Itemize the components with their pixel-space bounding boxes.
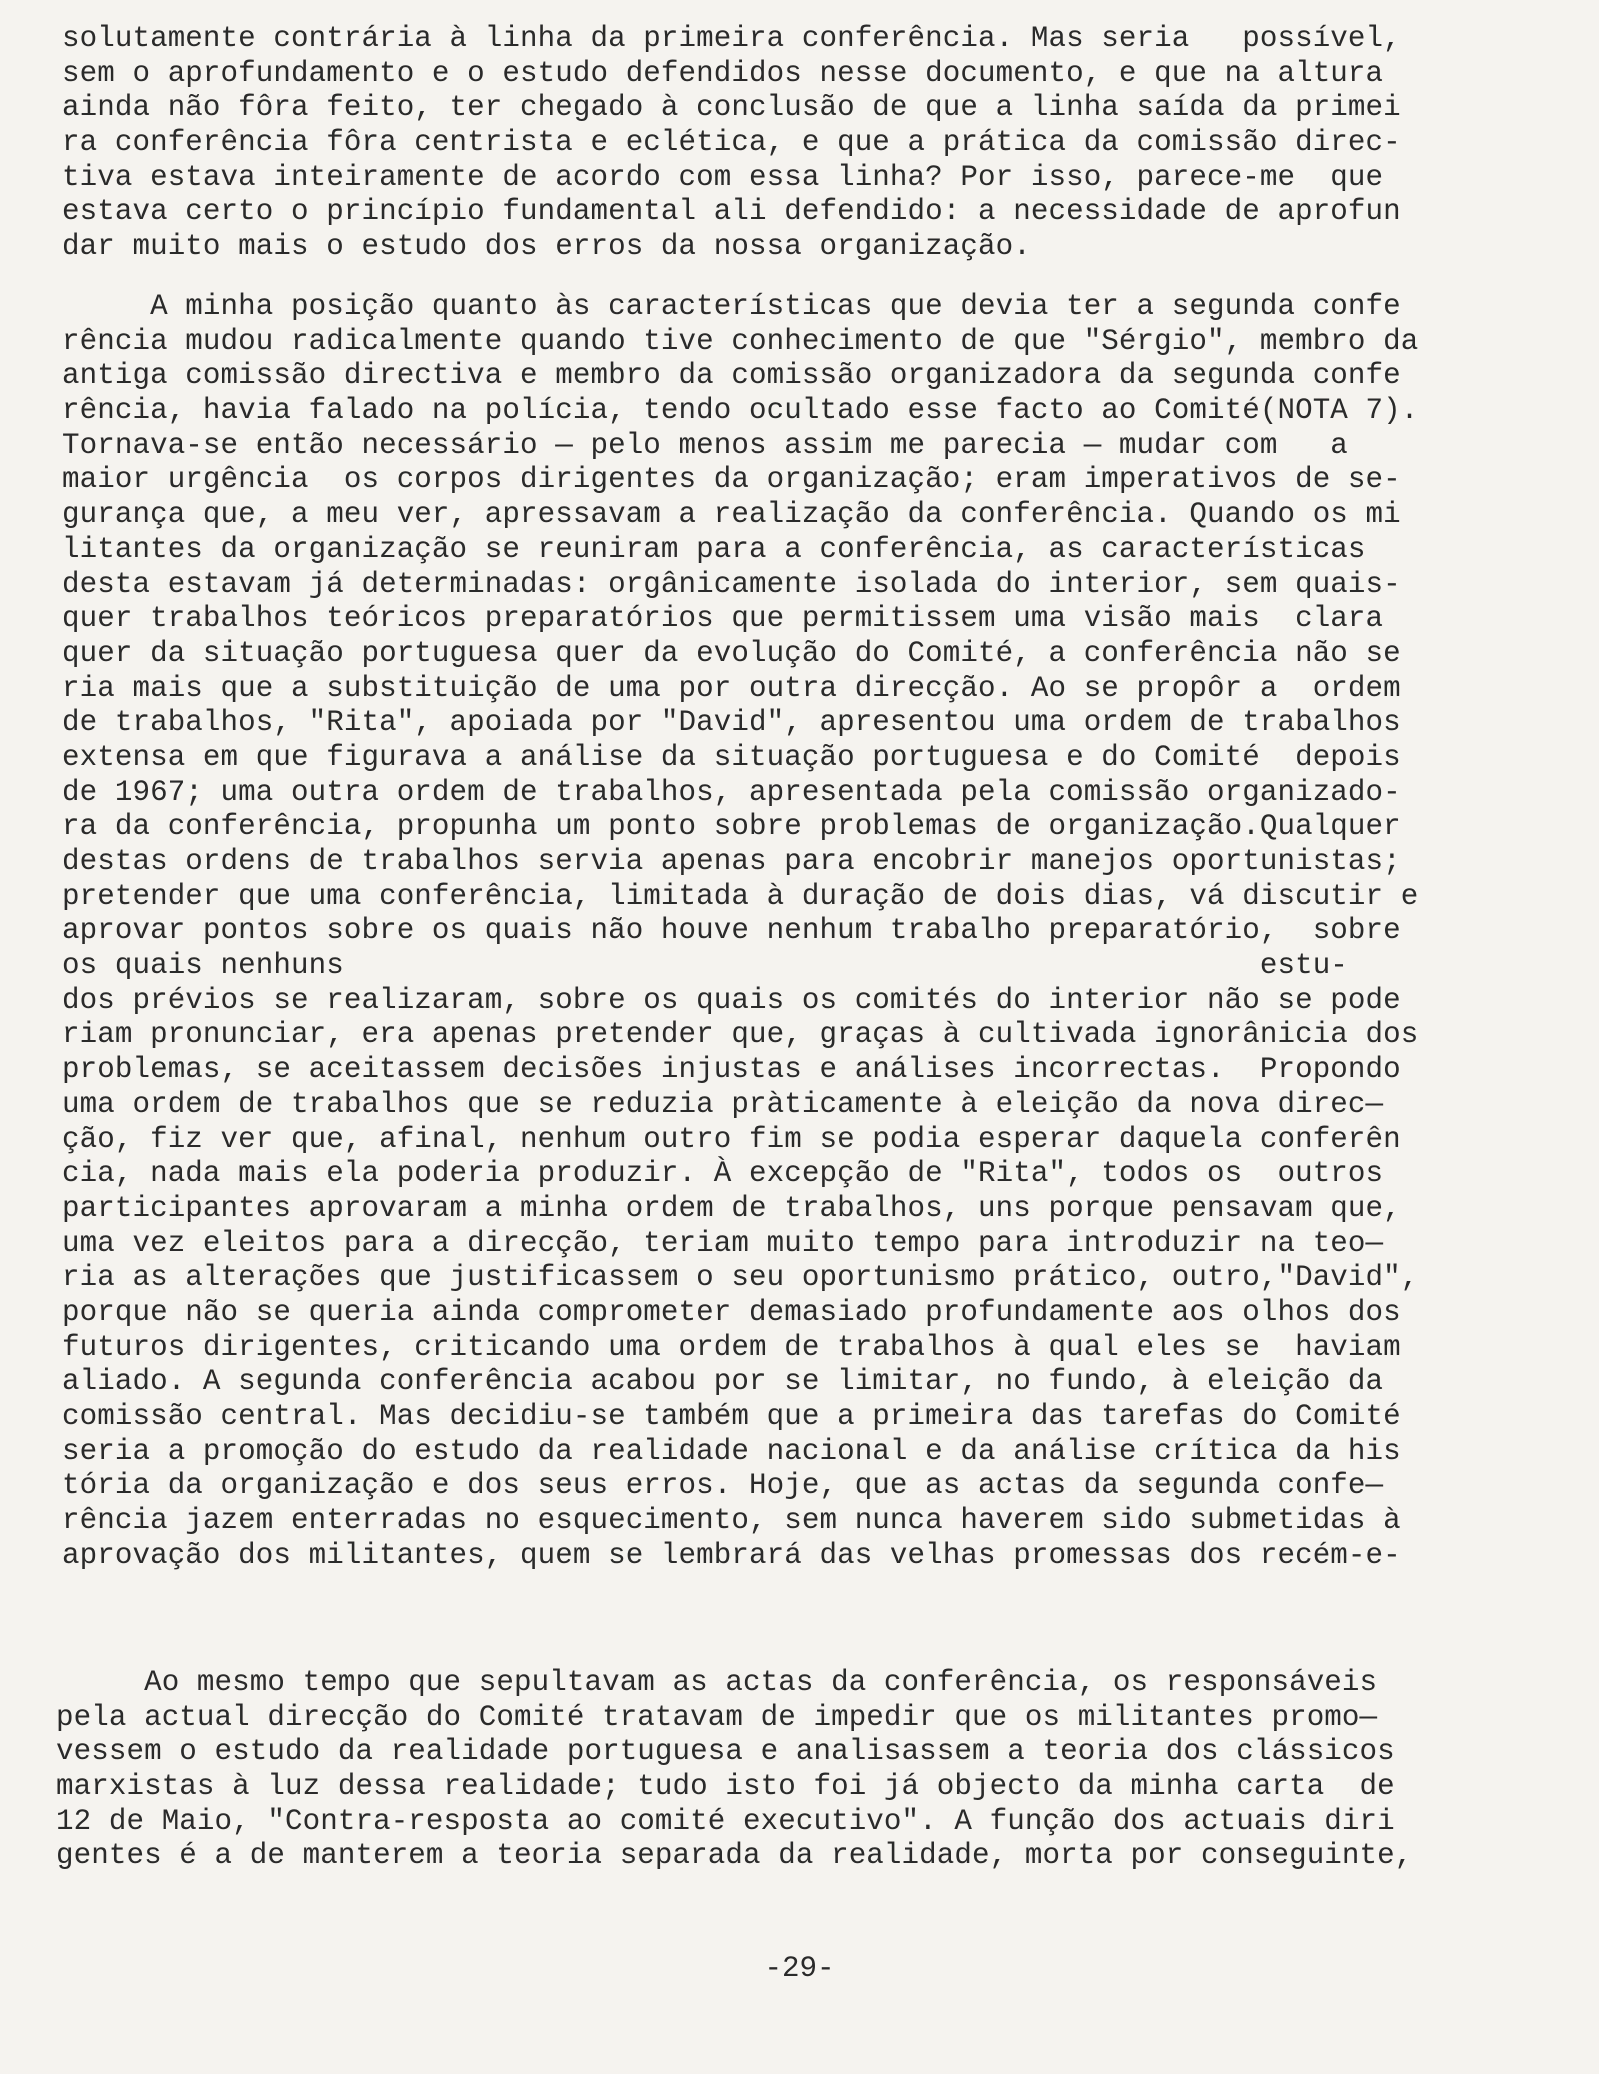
text-line: aprovar pontos sobre os quais não houve nenhum trabalho preparatório, sobre — [62, 914, 1401, 948]
page-number: -29- — [764, 1952, 835, 1985]
text-line: ria as alterações que justificassem o seu oportunismo prático, outro,"David", — [62, 1261, 1419, 1295]
text-line: solutamente contrária à linha da primeira conferência. Mas seria possível, — [62, 22, 1401, 55]
paragraph-2 — [62, 290, 1562, 1573]
text-line: gentes é a de manterem a teoria separada da realidade, morta por conseguinte, — [56, 1839, 1413, 1873]
text-line: tiva estava inteiramente de acordo com essa linha? Por isso, parece-me que — [62, 160, 1384, 194]
text-line: participantes aprovaram a minha ordem de trabalhos, uns porque pensavam que, — [62, 1191, 1401, 1225]
text-line: vessem o estudo da realidade portuguesa e analisassem a teoria dos clássicos — [56, 1735, 1395, 1769]
text-line: estava certo o princípio fundamental ali defendido: a necessidade de aprofun — [62, 195, 1401, 229]
text-line: ra conferência fôra centrista e eclética, e que a prática da comissão direc- — [62, 126, 1401, 160]
text-line: aprovação dos militantes, quem se lembrará das velhas promessas dos recém-e- — [62, 1538, 1401, 1572]
text-line: os quais nenhuns estu- — [62, 949, 1348, 983]
text-line: ção, fiz ver que, afinal, nenhum outro fim se podia esperar daquela conferên — [62, 1122, 1401, 1156]
text-line: ra da conferência, propunha um ponto sobre problemas de organização.Qualquer — [62, 810, 1401, 844]
text-line: rência, havia falado na polícia, tendo ocultado esse facto ao Comité(NOTA 7). — [62, 394, 1419, 428]
text-line: gurança que, a meu ver, apressavam a realização da conferência. Quando os mi — [62, 498, 1401, 532]
text-line: Ao mesmo tempo que sepultavam as actas da conferência, os responsáveis — [56, 1666, 1378, 1699]
text-line: pela actual direcção do Comité tratavam de impedir que os militantes promo— — [56, 1700, 1378, 1734]
text-line: litantes da organização se reuniram para a conferência, as características — [62, 532, 1366, 566]
text-line: 12 de Maio, "Contra-resposta ao comité executivo". A função dos actuais diri — [56, 1804, 1395, 1838]
text-line: aliado. A segunda conferência acabou por se limitar, no fundo, à eleição da — [62, 1365, 1384, 1399]
text-line: marxistas à luz dessa realidade; tudo isto foi já objecto da minha carta de — [56, 1770, 1395, 1804]
text-line: dos prévios se realizaram, sobre os quais os comités do interior não se pode — [62, 983, 1401, 1017]
text-line: cia, nada mais ela poderia produzir. À excepção de "Rita", todos os outros — [62, 1157, 1384, 1191]
text-line: ainda não fôra feito, ter chegado à conclusão de que a linha saída da primei — [62, 91, 1401, 125]
text-line: sem o aprofundamento e o estudo defendidos nesse documento, e que na altura — [62, 56, 1384, 90]
text-line: seria a promoção do estudo da realidade nacional e da análise crítica da his — [62, 1434, 1401, 1468]
text-line: tória da organização e dos seus erros. Hoje, que as actas da segunda confe— — [62, 1469, 1384, 1503]
text-line: de trabalhos, "Rita", apoiada por "David", apresentou uma ordem de trabalhos — [62, 706, 1401, 740]
text-line: pretender que uma conferência, limitada à duração de dois dias, vá discutir e — [62, 879, 1419, 913]
text-line: antiga comissão directiva e membro da comissão organizadora da segunda confe — [62, 359, 1401, 393]
text-line: dar muito mais o estudo dos erros da nossa organização. — [62, 230, 1031, 264]
text-line: uma ordem de trabalhos que se reduzia pràticamente à eleição da nova direc— — [62, 1087, 1384, 1121]
text-line: destas ordens de trabalhos servia apenas para encobrir manejos oportunistas; — [62, 845, 1401, 878]
paragraph-3 — [56, 1666, 1556, 1874]
text-line: comissão central. Mas decidiu-se também que a primeira das tarefas do Comité — [62, 1400, 1401, 1433]
text-line: ria mais que a substituição de uma por outra direcção. Ao se propôr a ordem — [62, 671, 1401, 705]
text-line: porque não se queria ainda comprometer demasiado profundamente aos olhos dos — [62, 1295, 1401, 1329]
text-line: problemas, se aceitassem decisões injustas e análises incorrectas. Propondo — [62, 1053, 1401, 1087]
paragraph-1 — [62, 22, 1562, 265]
text-line: quer da situação portuguesa quer da evolução do Comité, a conferência não se — [62, 636, 1401, 670]
text-line: quer trabalhos teóricos preparatórios que permitissem uma visão mais clara — [62, 602, 1384, 636]
text-line: maior urgência os corpos dirigentes da organização; eram imperativos de se- — [62, 463, 1401, 497]
text-line: rência jazem enterradas no esquecimento, sem nunca haverem sido submetidas à — [62, 1504, 1401, 1538]
text-line: futuros dirigentes, criticando uma ordem de trabalhos à qual eles se haviam — [62, 1330, 1401, 1364]
text-line: de 1967; uma outra ordem de trabalhos, apresentada pela comissão organizado- — [62, 775, 1401, 809]
text-line: Tornava-se então necessário — pelo menos assim me parecia — mudar com a — [62, 428, 1348, 462]
text-line: riam pronunciar, era apenas pretender que, graças à cultivada ignorânicia dos — [62, 1018, 1419, 1052]
text-line: desta estavam já determinadas: orgânicamente isolada do interior, sem quais- — [62, 567, 1401, 601]
text-line: A minha posição quanto às características que devia ter a segunda confe — [62, 290, 1401, 323]
text-line: extensa em que figurava a análise da situação portuguesa e do Comité depois — [62, 740, 1401, 774]
text-line: uma vez eleitos para a direcção, teriam muito tempo para introduzir na teo— — [62, 1226, 1384, 1260]
text-line: rência mudou radicalmente quando tive conhecimento de que "Sérgio", membro da — [62, 324, 1419, 358]
